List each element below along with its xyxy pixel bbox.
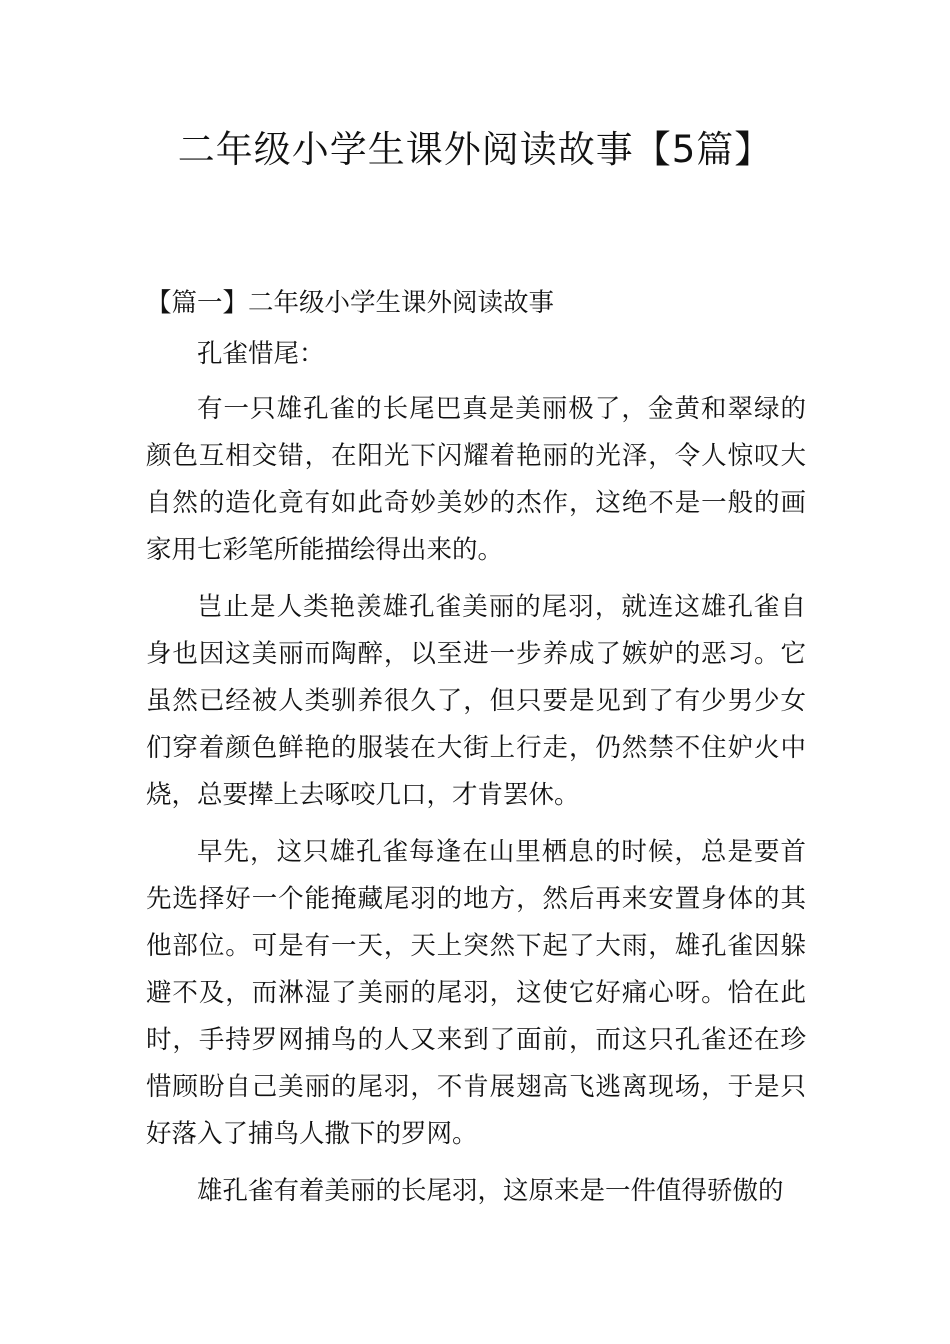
paragraph-1: 有一只雄孔雀的长尾巴真是美丽极了，金黄和翠绿的颜色互相交错，在阳光下闪耀着艳丽的光泽，令人惊叹大自然的造化竟有如此奇妙美妙的杰作，这绝不是一般的画家用七彩笔所能描绘得出来的。 (146, 394, 806, 565)
paragraph-4: 雄孔雀有着美丽的长尾羽，这原来是一件值得骄傲的 (197, 1176, 784, 1206)
document-title: 二年级小学生课外阅读故事【5篇】 (177, 128, 773, 171)
document-body (146, 280, 806, 1225)
story-title: 孔雀惜尾： (197, 339, 325, 369)
paragraph-2: 岂止是人类艳羡雄孔雀美丽的尾羽，就连这雄孔雀自身也因这美丽而陶醉，以至进一步养成了嫉妒的恶习。它虽然已经被人类驯养很久了，但只要是见到了有少男少女们穿着颜色鲜艳的服装在大街上行走，仍然禁不住妒火中烧，总要撵上去啄咬几口，才肯罢休。 (146, 592, 806, 810)
section-heading: 【篇一】二年级小学生课外阅读故事 (146, 288, 555, 318)
paragraph-3: 早先，这只雄孔雀每逢在山里栖息的时候，总是要首先选择好一个能掩藏尾羽的地方，然后再来安置身体的其他部位。可是有一天，天上突然下起了大雨，雄孔雀因躲避不及，而淋湿了美丽的尾羽，这使它好痛心呀。恰在此时，手持罗网捕鸟的人又来到了面前，而这只孔雀还在珍惜顾盼自己美丽的尾羽，不肯展翅高飞逃离现场，于是只好落入了捕鸟人撒下的罗网。 (146, 837, 806, 1149)
